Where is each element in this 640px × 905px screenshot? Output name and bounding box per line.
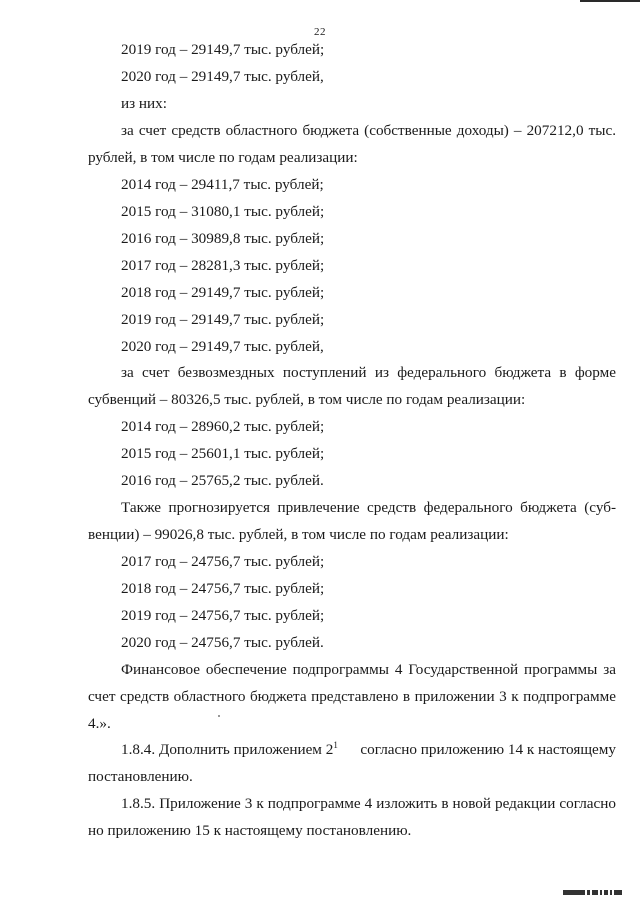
text-line: 4.».	[88, 715, 111, 732]
text-line: рублей, в том числе по годам реализации:	[88, 149, 358, 166]
text-line: но приложению 15 к настоящему постановлению.	[88, 822, 412, 839]
text-line: счет средств областного бюджета представлено в приложении 3 к подпрограмме	[88, 688, 616, 705]
text-fragment: согласно приложению 14 к настоящему	[360, 741, 616, 758]
text-line: 2019 год – 29149,7 тыс. рублей;	[121, 41, 325, 58]
text-line: Финансовое обеспечение подпрограммы 4 Государственной программы за	[121, 661, 616, 678]
text-line: 2020 год – 29149,7 тыс. рублей,	[121, 68, 324, 85]
text-fragment	[121, 741, 338, 759]
scan-speck	[218, 715, 220, 717]
text-line: постановлению.	[88, 768, 193, 785]
text-line: 2017 год – 28281,3 тыс. рублей;	[121, 257, 325, 274]
text-line: 2015 год – 25601,1 тыс. рублей;	[121, 445, 325, 462]
text-line: 2016 год – 30989,8 тыс. рублей;	[121, 230, 325, 247]
scan-mark-top	[580, 0, 640, 2]
scan-mark-bottom	[563, 890, 622, 895]
text-line: 2018 год – 24756,7 тыс. рублей;	[121, 580, 325, 597]
text-line: 2020 год – 24756,7 тыс. рублей.	[121, 634, 324, 651]
text-line: 1.8.5. Приложение 3 к подпрограмме 4 изложить в новой редакции согласно	[121, 795, 616, 812]
text-line: 2020 год – 29149,7 тыс. рублей,	[121, 338, 324, 355]
text-line: за счет средств областного бюджета (собственные доходы) – 207212,0 тыс.	[121, 122, 616, 139]
text-line: 2014 год – 28960,2 тыс. рублей;	[121, 418, 325, 435]
text-line: из них:	[121, 95, 167, 112]
text-line	[121, 741, 616, 759]
text-line: Также прогнозируется привлечение средств федерального бюджета (суб-	[121, 499, 616, 516]
text-line: за счет безвозмездных поступлений из федерального бюджета в форме	[121, 364, 616, 381]
text-line: 2015 год – 31080,1 тыс. рублей;	[121, 203, 325, 220]
text-line: 2019 год – 29149,7 тыс. рублей;	[121, 311, 325, 328]
text-line: венции) – 99026,8 тыс. рублей, в том числе по годам реализации:	[88, 526, 509, 543]
text-line: 2014 год – 29411,7 тыс. рублей;	[121, 176, 324, 193]
text-line: 2019 год – 24756,7 тыс. рублей;	[121, 607, 325, 624]
text-fragment: 1.8.4. Дополнить приложением 2	[121, 741, 334, 758]
page-number: 22	[314, 26, 326, 38]
text-line: 2016 год – 25765,2 тыс. рублей.	[121, 472, 324, 489]
text-line: 2018 год – 29149,7 тыс. рублей;	[121, 284, 325, 301]
text-line: субвенций – 80326,5 тыс. рублей, в том числе по годам реализации:	[88, 391, 526, 408]
text-line: 2017 год – 24756,7 тыс. рублей;	[121, 553, 325, 570]
superscript: 1	[333, 739, 338, 750]
